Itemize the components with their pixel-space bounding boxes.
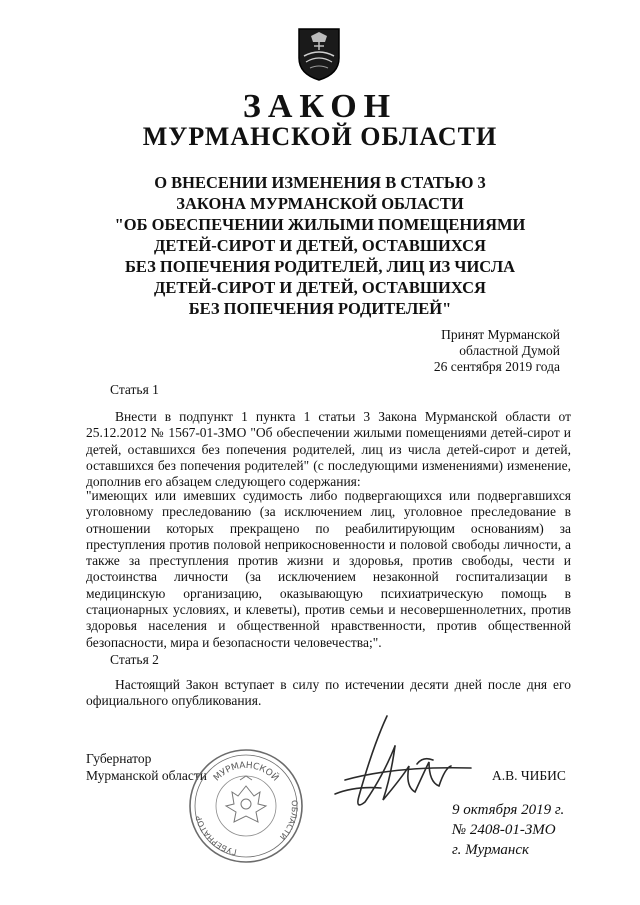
law-title-line: ДЕТЕЙ-СИРОТ И ДЕТЕЙ, ОСТАВШИХСЯ [154, 278, 486, 297]
adoption-date: 26 сентября 2019 года [433, 359, 560, 374]
law-title-line: БЕЗ ПОПЕЧЕНИЯ РОДИТЕЛЕЙ" [188, 299, 452, 318]
seal-text-left: ГУБЕРНАТОР [194, 814, 238, 857]
coat-of-arms-icon [296, 26, 342, 82]
signing-date: 9 октября 2019 г. [452, 802, 565, 818]
law-title [80, 172, 560, 319]
adoption-note [400, 327, 560, 375]
governor-position-line: Мурманской области [86, 768, 207, 783]
article-1-quote: "имеющих или имевших судимость либо подвергающихся или подвергавшихся уголовному преследованию (за исключением лиц, уголовное преследование в отношении которых прекращено по реабилитирующим основаниям) за преступления против половой неприкосновенности и половой свободы личности, а также за преступления против жизни и здоровья, против свободы, чести и достоинства личности (за исключением незаконной госпитализации в медицинскую организацию, оказывающую психиатрическую помощь в стационарных условиях, и клеветы), против семьи и несовершеннолетних, против здоровья населения и общественной нравственности, против общественной безопасности, мира и безопасности человечества;". [86, 488, 571, 650]
article-1-heading: Статья 1 [110, 382, 159, 397]
svg-text:ГУБЕРНАТОР [194, 814, 237, 856]
governor-name: А.В. ЧИБИС [492, 768, 566, 783]
article-2-text: Настоящий Закон вступает в силу по истечении десяти дней после дня его официального опубликования. [86, 677, 571, 709]
svg-text:МУРМАНСКОЙ [212, 761, 281, 784]
article-2-heading: Статья 2 [110, 652, 159, 667]
region-heading: МУРМАНСКОЙ ОБЛАСТИ [142, 122, 498, 151]
signing-city: г. Мурманск [452, 842, 530, 858]
seal-text-right: ОБЛАСТИ [277, 799, 299, 842]
seal-text-top: МУРМАНСКОЙ [211, 760, 281, 784]
svg-text:ОБЛАСТИ [278, 800, 299, 842]
law-title-line: О ВНЕСЕНИИ ИЗМЕНЕНИЯ В СТАТЬЮ 3 [154, 173, 486, 192]
article-1-text: Внести в подпункт 1 пункта 1 статьи 3 Закона Мурманской области от 25.12.2012 № 1567-01-ЗМО "Об обеспечении жилыми помещениями детей-сирот и детей, оставшихся без попечения родителей, лиц из числа детей-сирот и детей, оставшихся без попечения родителей" (с последующими изменениями) изменение, дополнив его абзацем следующего содержания: [86, 409, 571, 490]
governor-seal-icon [186, 746, 306, 866]
law-number: № 2408-01-ЗМО [452, 822, 556, 838]
law-heading: ЗАКОН [242, 88, 398, 125]
law-title-line: "ОБ ОБЕСПЕЧЕНИИ ЖИЛЫМИ ПОМЕЩЕНИЯМИ [114, 215, 526, 234]
governor-position-line: Губернатор [86, 751, 152, 766]
adoption-line: областной Думой [459, 343, 560, 358]
law-title-line: ЗАКОНА МУРМАНСКОЙ ОБЛАСТИ [176, 194, 464, 213]
law-title-line: ДЕТЕЙ-СИРОТ И ДЕТЕЙ, ОСТАВШИХСЯ [154, 236, 486, 255]
law-title-line: БЕЗ ПОПЕЧЕНИЯ РОДИТЕЛЕЙ, ЛИЦ ИЗ ЧИСЛА [124, 257, 516, 276]
law-footer [452, 800, 564, 860]
adoption-line: Принят Мурманской [441, 327, 560, 342]
